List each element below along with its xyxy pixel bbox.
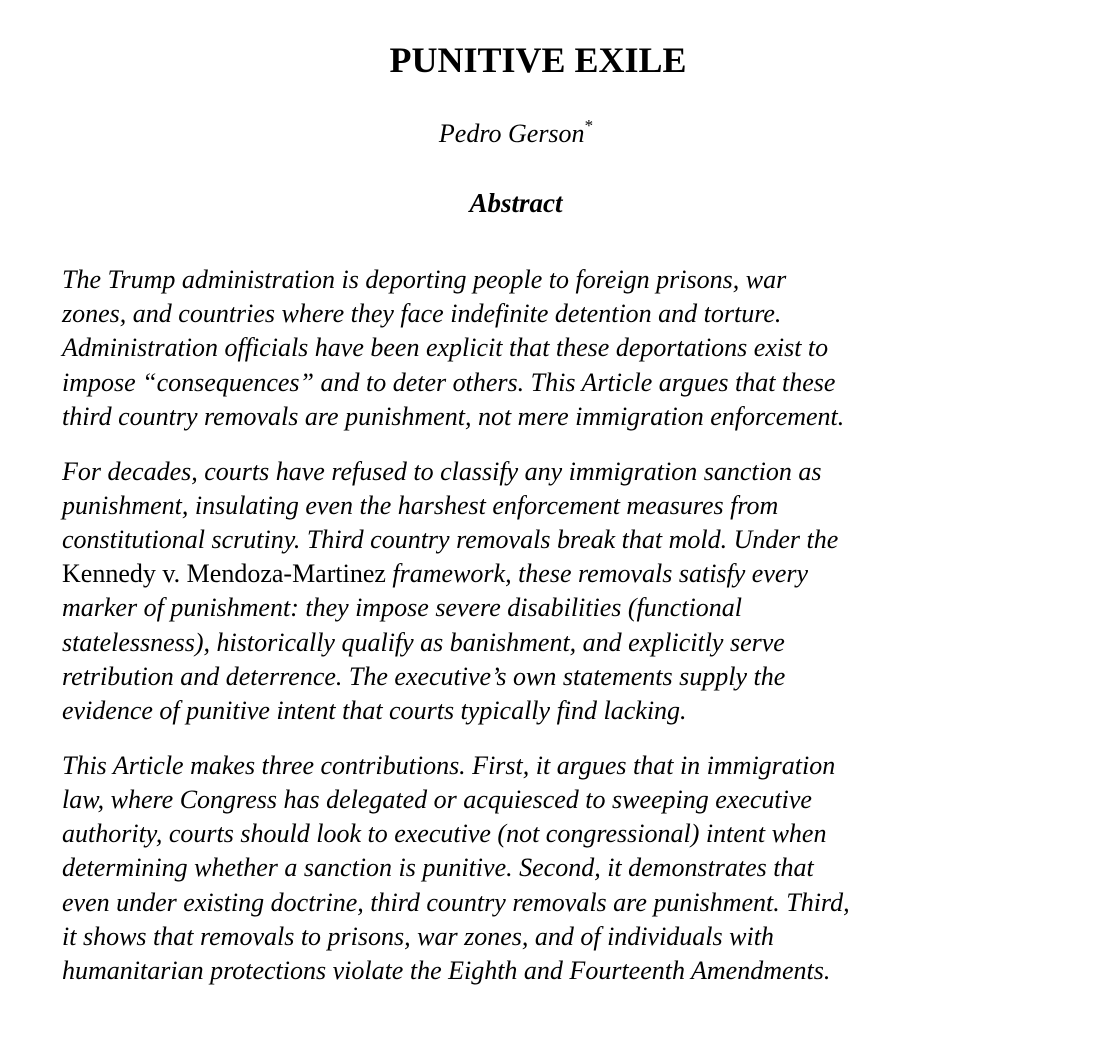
text-line: retribution and deterrence. The executive’s own statements supply the bbox=[62, 661, 786, 691]
abstract-heading: Abstract bbox=[469, 188, 563, 218]
text-line: even under existing doctrine, third country removals are punishment. Third, bbox=[62, 887, 850, 917]
text-line: Administration officials have been explicit that these deportations exist to bbox=[62, 333, 829, 363]
text-line: humanitarian protections violate the Eighth and Fourteenth Amendments. bbox=[62, 956, 831, 986]
text-line: zones, and countries where they face indefinite detention and torture. bbox=[62, 299, 782, 329]
text-line: determining whether a sanction is punitive. Second, it demonstrates that bbox=[62, 853, 814, 883]
text-line-with-case-name bbox=[62, 557, 1102, 591]
text-line: it shows that removals to prisons, war zones, and of individuals with bbox=[62, 921, 774, 951]
abstract-paragraph-3 bbox=[62, 749, 1102, 988]
author-name: Pedro Gerson bbox=[438, 119, 585, 148]
text-line: evidence of punitive intent that courts typically find lacking. bbox=[62, 696, 687, 726]
text-line: This Article makes three contributions. First, it argues that in immigration bbox=[62, 750, 836, 780]
text-line: law, where Congress has delegated or acquiesced to sweeping executive bbox=[62, 785, 812, 815]
text-line: marker of punishment: they impose severe disabilities (functional bbox=[62, 593, 742, 623]
abstract-paragraph-1 bbox=[62, 263, 1102, 434]
abstract-paragraph-2 bbox=[62, 455, 1102, 729]
author-footnote-marker[interactable]: * bbox=[584, 116, 594, 135]
text-line: third country removals are punishment, not mere immigration enforcement. bbox=[62, 401, 845, 431]
case-name: Kennedy v. Mendoza-Martinez bbox=[62, 559, 386, 589]
text-line: For decades, courts have refused to classify any immigration sanction as bbox=[62, 456, 822, 486]
text-line: constitutional scrutiny. Third country removals break that mold. Under the bbox=[62, 525, 839, 555]
abstract-body bbox=[62, 263, 1102, 1009]
paper-title: PUNITIVE EXILE bbox=[389, 40, 687, 80]
text-line: authority, courts should look to executive (not congressional) intent when bbox=[62, 819, 827, 849]
text-line: The Trump administration is deporting people to foreign prisons, war bbox=[62, 265, 787, 294]
text-line: impose “consequences” and to deter others. This Article argues that these bbox=[62, 367, 836, 397]
text-line: punishment, insulating even the harshest enforcement measures from bbox=[62, 490, 779, 520]
text-line: statelessness), historically qualify as banishment, and explicitly serve bbox=[62, 627, 785, 657]
case-line-rest: framework, these removals satisfy every bbox=[385, 559, 809, 589]
author-line bbox=[0, 118, 1032, 150]
